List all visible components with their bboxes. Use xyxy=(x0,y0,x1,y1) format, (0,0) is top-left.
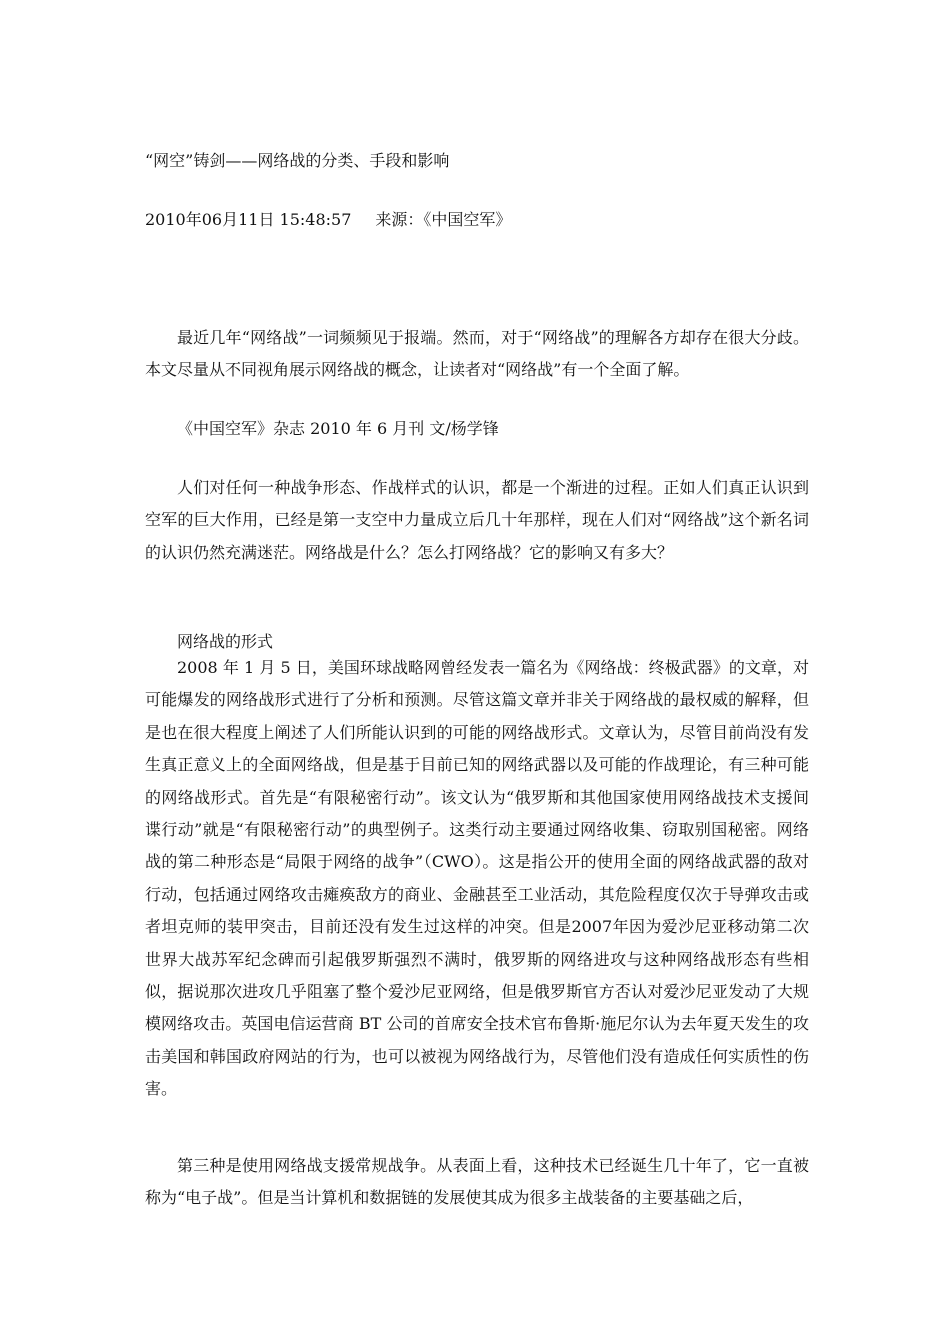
article-title: “网空”铸剑——网络战的分类、手段和影响 xyxy=(145,151,450,170)
body-paragraph: 2008 年 1 月 5 日，美国环球战略网曾经发表一篇名为《网络战：终极武器》的文章，对可能爆发的网络战形式进行了分析和预测。尽管这篇文章并非关于网络战的最权威的解释，但是也在很大程度上阐述了人们所能认识到的可能的网络战形式。文章认为，尽管目前尚没有发生真正意义上的全面网络战，但是基于目前已知的网络武器以及可能的作战理论，有三种可能的网络战形式。首先是“有限秘密行动”。该文认为“俄罗斯和其他国家使用网络战技术支援间谍行动”就是“有限秘密行动”的典型例子。这类行动主要通过网络收集、窃取别国秘密。网络战的第二种形态是“局限于网络的战争”（CWO）。这是指公开的使用全面的网络战武器的敌对行动，包括通过网络攻击瘫痪敌方的商业、金融甚至工业活动，其危险程度仅次于导弹攻击或者坦克师的装甲突击，目前还没有发生过这样的冲突。但是2007年因为爱沙尼亚移动第二次世界大战苏军纪念碑而引起俄罗斯强烈不满时，俄罗斯的网络进攻与这种网络战形态有些相似，据说那次进攻几乎阻塞了整个爱沙尼亚网络，但是俄罗斯官方否认对爱沙尼亚发动了大规模网络攻击。英国电信运营商 BT 公司的首席安全技术官布鲁斯·施尼尔认为去年夏天发生的攻击美国和韩国政府网站的行为，也可以被视为网络战行为，尽管他们没有造成任何实质性的伤害。 xyxy=(145,658,809,1099)
byline: 《中国空军》杂志 2010 年 6 月刊 文/杨学锋 xyxy=(177,419,499,438)
publish-date: 2010年06月11日 15:48:57 xyxy=(145,210,352,229)
section-heading: 网络战的形式 xyxy=(177,632,274,651)
body-paragraph: 第三种是使用网络战支援常规战争。从表面上看，这种技术已经诞生几十年了，它一直被称为“电子战”。但是当计算机和数据链的发展使其成为很多主战装备的主要基础之后， xyxy=(145,1156,809,1208)
body-paragraph: 人们对任何一种战争形态、作战样式的认识，都是一个渐进的过程。正如人们真正认识到空军的巨大作用，已经是第一支空中力量成立后几十年那样，现在人们对“网络战”这个新名词的认识仍然充满迷茫。网络战是什么？怎么打网络战？它的影响又有多大？ xyxy=(145,478,809,562)
article-source: 来源：《中国空军》 xyxy=(375,210,512,229)
intro-paragraph: 最近几年“网络战”一词频频见于报端。然而，对于“网络战”的理解各方却存在很大分歧。本文尽量从不同视角展示网络战的概念，让读者对“网络战”有一个全面了解。 xyxy=(145,328,809,380)
article-meta xyxy=(145,210,511,230)
